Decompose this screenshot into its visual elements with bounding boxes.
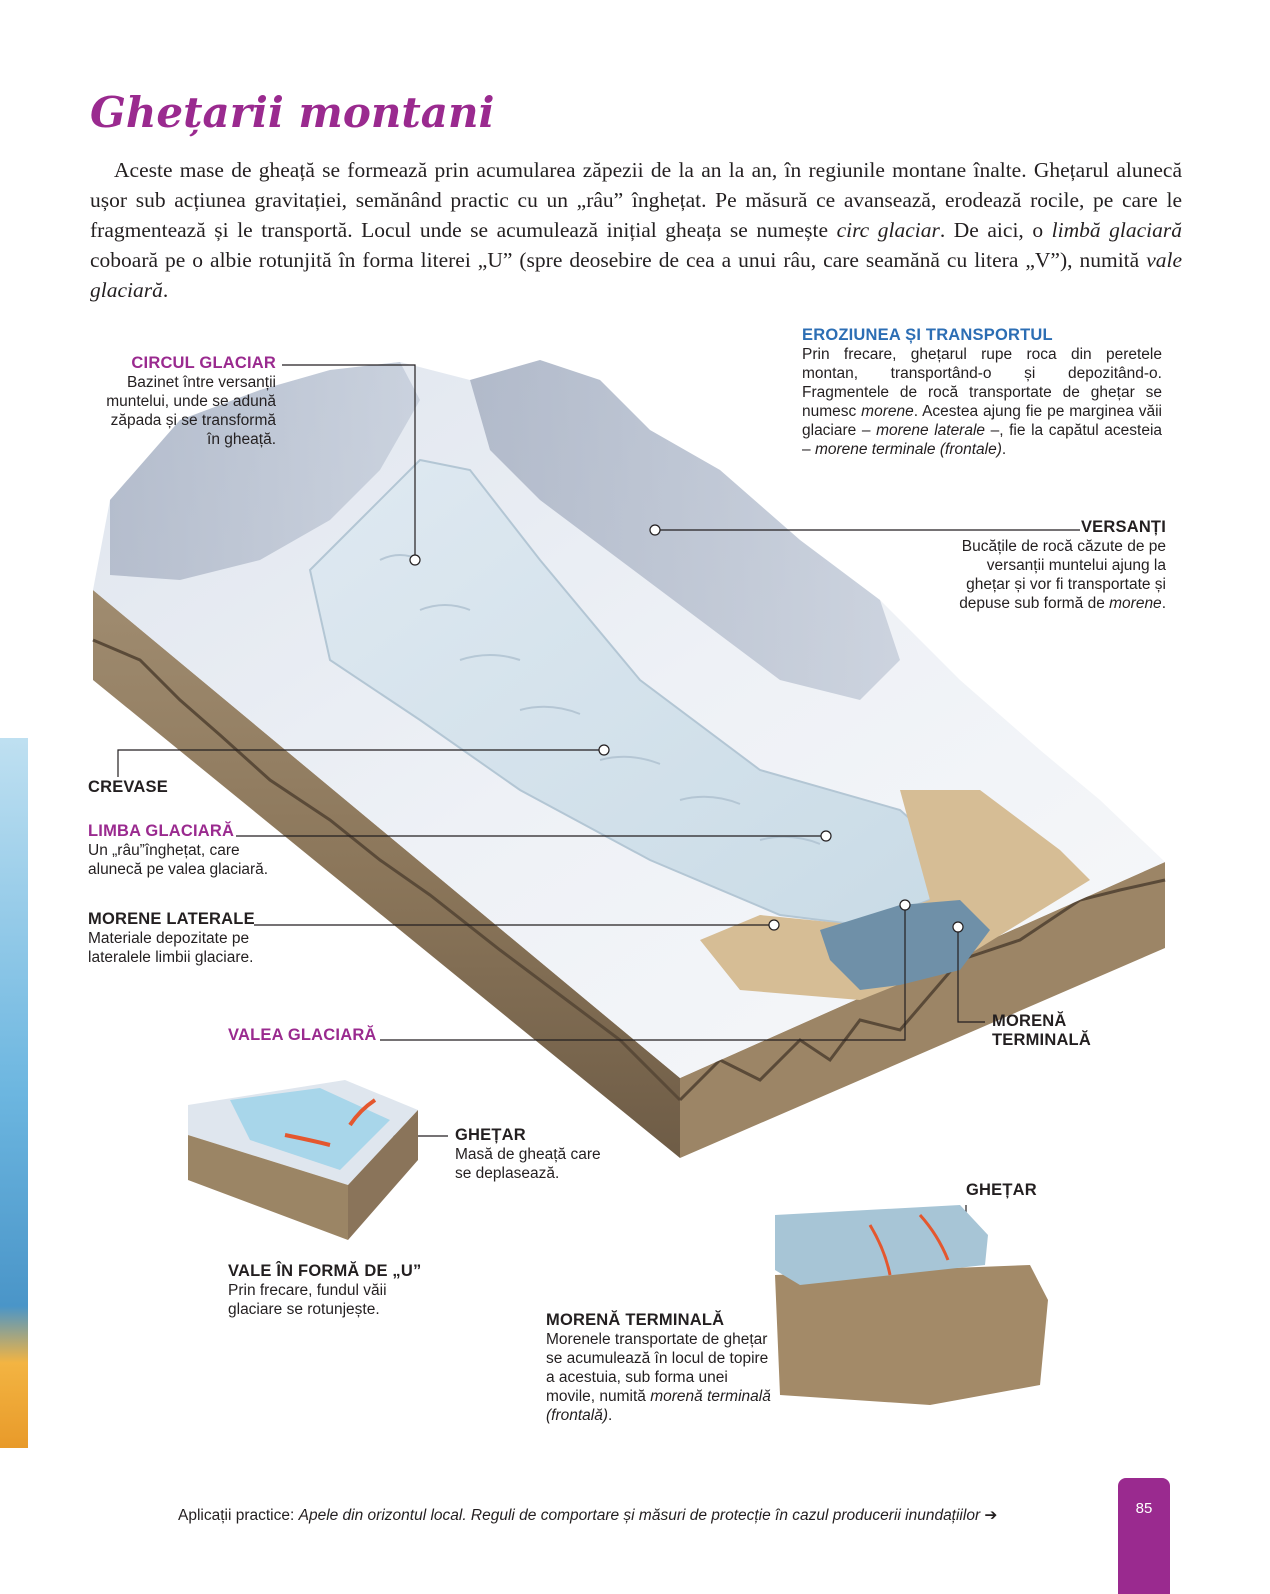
label-eroziunea-transportul: EROZIUNEA ȘI TRANSPORTUL Prin frecare, ghețarul rupe roca din peretele montan, transportând-o și depozitând-o. Fragmentele de rocă transportate de ghețar se numesc morene. Acestea ajung fie pe marginea văii glaciare – morene laterale –, fie la capătul acesteia – morene terminale (frontale). [802, 326, 1163, 458]
arrow-right-icon: ➔ [984, 1507, 998, 1524]
label-crevase: CREVASE [88, 778, 168, 796]
label-versanti: VERSANȚI Bucățile de rocă căzute de pe versanții muntelui ajung la ghețar și vor fi transportate și depuse sub formă de morene. [959, 518, 1166, 612]
label-circ-glaciar: CIRCUL GLACIAR Bazinet între versanții muntelui, unde se adună zăpada și se transformă în gheață. [106, 354, 276, 448]
label-morena-terminala: MORENĂ TERMINALĂ [992, 1012, 1091, 1049]
label-valea-glaciara: VALEA GLACIARĂ [228, 1026, 377, 1044]
u-valley-illustration [188, 1080, 418, 1240]
label-ghetar-small: GHEȚAR Masă de gheață care se deplasează. [455, 1126, 601, 1182]
page-title: Ghețarii montani [90, 88, 495, 137]
label-ghetar-block: GHEȚAR [966, 1181, 1037, 1199]
label-limba-glaciara: LIMBA GLACIARĂ Un „râu”înghețat, care alunecă pe valea glaciară. [88, 822, 269, 878]
footer-note: Aplicații practice: Apele din orizontul local. Reguli de comportare și măsuri de protecție în cazul producerii inundațiilor ➔ [178, 1507, 998, 1524]
moraine-block-illustration [775, 1205, 1048, 1405]
page-number: 85 [1118, 1478, 1170, 1594]
label-vale-u: VALE ÎN FORMĂ DE „U” Prin frecare, fundul văii glaciare se rotunjește. [228, 1262, 422, 1318]
intro-paragraph: Aceste mase de gheață se formează prin acumularea zăpezii de la an la an, în regiunile montane înalte. Ghețarul alunecă ușor sub acțiunea gravitației, semănând practic cu un „râu” înghețat. Pe măsură ce avansează, erodează rocile, pe care le fragmentează și le transportă. Locul unde se acumulează inițial gheața se numește circ glaciar. De aici, o limbă glaciară coboară pe o albie rotunjită în forma literei „U” (spre deosebire de cea a unui râu, care seamănă cu litera „V”), numită vale glaciară. [90, 158, 1182, 302]
label-morene-laterale: MORENE LATERALE Materiale depozitate pe lateralele limbii glaciare. [88, 910, 255, 966]
label-morena-terminala-block: MORENĂ TERMINALĂ Morenele transportate de ghețar se acumulează în locul de topire a acestuia, sub forma unei movile, numită morenă terminală (frontală). [546, 1311, 771, 1424]
